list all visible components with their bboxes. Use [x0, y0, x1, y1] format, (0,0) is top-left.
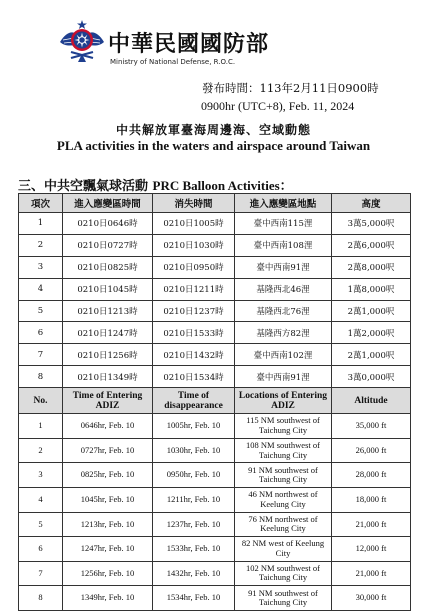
column-header: 消失時間	[153, 194, 235, 213]
balloon-table-body	[19, 194, 411, 611]
table-header-row-zh	[19, 194, 411, 213]
table-cell: 91 NM southwest of Taichung City	[235, 586, 332, 611]
table-cell: 6	[19, 537, 63, 562]
table-row	[19, 366, 411, 388]
table-row	[19, 278, 411, 300]
table-cell: 0210日1256時	[63, 344, 153, 366]
table-cell: 0210日1432時	[153, 344, 235, 366]
table-cell: 1533hr, Feb. 10	[153, 537, 235, 562]
table-cell: 1213hr, Feb. 10	[63, 512, 153, 537]
table-cell: 0727hr, Feb. 10	[63, 438, 153, 463]
table-row	[19, 487, 411, 512]
table-cell: 3	[19, 256, 63, 278]
column-header: 進入應變區地點	[235, 194, 332, 213]
table-cell: 0825hr, Feb. 10	[63, 463, 153, 488]
table-cell: 30,000 ft	[332, 586, 411, 611]
table-cell: 0210日1247時	[63, 322, 153, 344]
column-header: 高度	[332, 194, 411, 213]
table-cell: 82 NM west of Keelung City	[235, 537, 332, 562]
table-cell: 0210日1533時	[153, 322, 235, 344]
table-cell: 12,000 ft	[332, 537, 411, 562]
table-row	[19, 537, 411, 562]
release-time-en: 0900hr (UTC+8), Feb. 11, 2024	[201, 99, 355, 113]
table-cell: 108 NM southwest of Taichung City	[235, 438, 332, 463]
table-cell: 3萬0,000呎	[332, 366, 411, 388]
ministry-name-en: Ministry of National Defense, R.O.C.	[110, 58, 236, 66]
table-row	[19, 234, 411, 256]
table-cell: 1247hr, Feb. 10	[63, 537, 153, 562]
table-cell: 1349hr, Feb. 10	[63, 586, 153, 611]
table-cell: 2萬1,000呎	[332, 300, 411, 322]
section-heading	[18, 175, 293, 194]
table-cell: 0210日0646時	[63, 213, 153, 235]
table-cell: 0950hr, Feb. 10	[153, 463, 235, 488]
table-row	[19, 300, 411, 322]
table-cell: 0210日0950時	[153, 256, 235, 278]
table-cell: 1534hr, Feb. 10	[153, 586, 235, 611]
table-cell: 1432hr, Feb. 10	[153, 561, 235, 586]
table-cell: 3	[19, 463, 63, 488]
table-row	[19, 561, 411, 586]
table-cell: 7	[19, 344, 63, 366]
table-cell: 76 NM northwest of Keelung City	[235, 512, 332, 537]
table-row	[19, 438, 411, 463]
table-cell: 8	[19, 366, 63, 388]
table-cell: 6	[19, 322, 63, 344]
table-cell: 2萬8,000呎	[332, 256, 411, 278]
table-cell: 0210日0825時	[63, 256, 153, 278]
table-cell: 5	[19, 512, 63, 537]
table-cell: 1	[19, 414, 63, 439]
release-time-zh: 發布時間：113年2月11日0900時	[202, 81, 379, 95]
table-cell: 臺中西南102浬	[235, 344, 332, 366]
table-cell: 0210日1005時	[153, 213, 235, 235]
table-cell: 0210日1534時	[153, 366, 235, 388]
table-cell: 0646hr, Feb. 10	[63, 414, 153, 439]
table-cell: 8	[19, 586, 63, 611]
column-header: No.	[19, 388, 63, 414]
table-cell: 7	[19, 561, 63, 586]
table-cell: 基隆西北46浬	[235, 278, 332, 300]
table-cell: 2萬1,000呎	[332, 344, 411, 366]
table-cell: 21,000 ft	[332, 561, 411, 586]
column-header: Altitude	[332, 388, 411, 414]
table-cell: 基隆西方82浬	[235, 322, 332, 344]
table-cell: 21,000 ft	[332, 512, 411, 537]
table-cell: 5	[19, 300, 63, 322]
column-header: Time of Entering ADIZ	[63, 388, 153, 414]
table-cell: 26,000 ft	[332, 438, 411, 463]
ministry-header	[58, 18, 418, 68]
table-cell: 0210日1211時	[153, 278, 235, 300]
table-cell: 臺中西南108浬	[235, 234, 332, 256]
table-cell: 0210日1349時	[63, 366, 153, 388]
column-header: Locations of Entering ADIZ	[235, 388, 332, 414]
section-heading-en: PRC Balloon Activities：	[152, 178, 293, 193]
table-cell: 0210日1213時	[63, 300, 153, 322]
table-cell: 2	[19, 234, 63, 256]
table-cell: 4	[19, 487, 63, 512]
table-row	[19, 344, 411, 366]
ministry-name-zh: 中華民國國防部	[108, 32, 270, 57]
table-cell: 2	[19, 438, 63, 463]
table-row	[19, 414, 411, 439]
table-row	[19, 322, 411, 344]
table-cell: 91 NM southwest of Taichung City	[235, 463, 332, 488]
table-row	[19, 586, 411, 611]
table-row	[19, 463, 411, 488]
table-cell: 35,000 ft	[332, 414, 411, 439]
table-cell: 0210日1045時	[63, 278, 153, 300]
table-cell: 1005hr, Feb. 10	[153, 414, 235, 439]
table-row	[19, 256, 411, 278]
table-cell: 臺中西南115浬	[235, 213, 332, 235]
table-cell: 28,000 ft	[332, 463, 411, 488]
table-cell: 46 NM northwest of Keelung City	[235, 487, 332, 512]
table-cell: 1030hr, Feb. 10	[153, 438, 235, 463]
ministry-emblem-icon	[58, 18, 106, 66]
table-cell: 臺中西南91浬	[235, 256, 332, 278]
table-cell: 2萬6,000呎	[332, 234, 411, 256]
table-cell: 115 NM southwest of Taichung City	[235, 414, 332, 439]
column-header: 項次	[19, 194, 63, 213]
table-row	[19, 512, 411, 537]
table-cell: 1237hr, Feb. 10	[153, 512, 235, 537]
table-cell: 基隆西北76浬	[235, 300, 332, 322]
table-cell: 1211hr, Feb. 10	[153, 487, 235, 512]
column-header: Time of disappearance	[153, 388, 235, 414]
table-cell: 18,000 ft	[332, 487, 411, 512]
section-heading-zh: 三、中共空飄氣球活動	[18, 179, 149, 194]
table-row	[19, 213, 411, 235]
table-cell: 0210日1030時	[153, 234, 235, 256]
balloon-activity-table	[18, 193, 411, 611]
table-cell: 0210日1237時	[153, 300, 235, 322]
table-cell: 3萬5,000呎	[332, 213, 411, 235]
table-header-row-en	[19, 388, 411, 414]
table-cell: 1萬2,000呎	[332, 322, 411, 344]
table-cell: 0210日0727時	[63, 234, 153, 256]
table-cell: 1045hr, Feb. 10	[63, 487, 153, 512]
table-cell: 102 NM southwest of Taichung City	[235, 561, 332, 586]
table-cell: 4	[19, 278, 63, 300]
column-header: 進入應變區時間	[63, 194, 153, 213]
table-cell: 1萬8,000呎	[332, 278, 411, 300]
table-cell: 臺中西南91浬	[235, 366, 332, 388]
table-cell: 1256hr, Feb. 10	[63, 561, 153, 586]
table-cell: 1	[19, 213, 63, 235]
document-title-en: PLA activities in the waters and airspace around Taiwan	[56, 138, 371, 153]
document-title-zh: 中共解放軍臺海周邊海、空域動態	[115, 123, 311, 137]
